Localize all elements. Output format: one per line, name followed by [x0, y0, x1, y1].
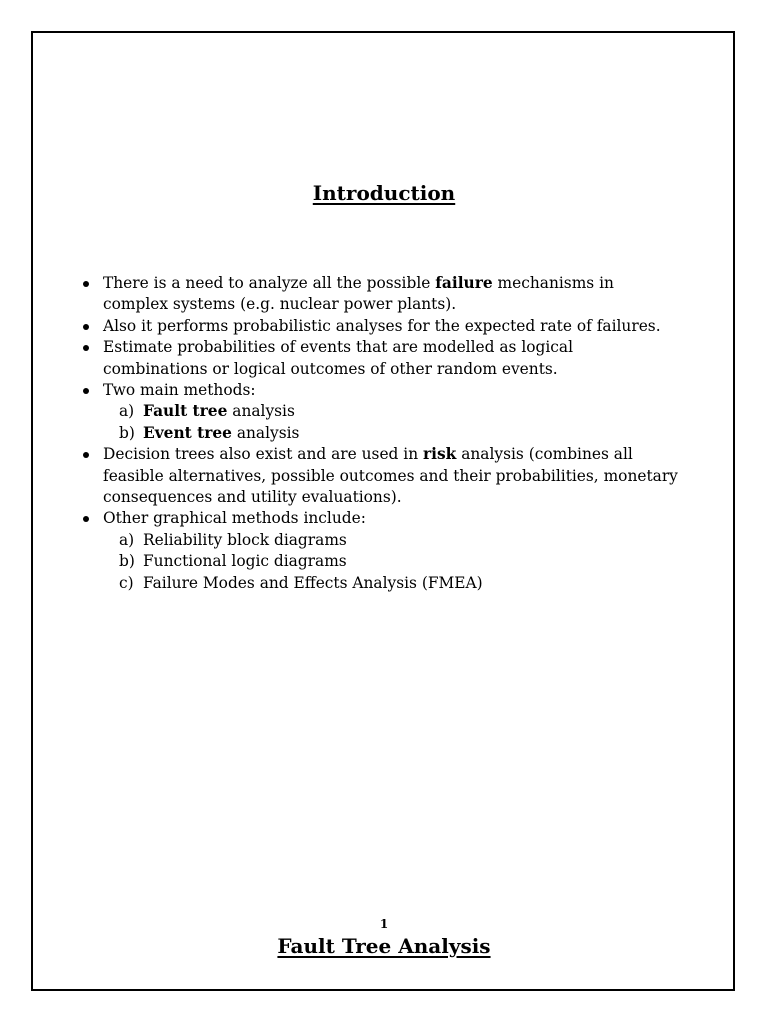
sub-list: [103, 530, 680, 594]
bullet-item: [80, 380, 680, 444]
sub-text: Reliability block diagrams: [143, 530, 347, 549]
bold-term: failure: [435, 274, 493, 292]
bullet-item: [80, 444, 680, 508]
bullet-item: [80, 508, 680, 594]
bullet-item: [80, 316, 680, 337]
sub-list: [103, 401, 680, 444]
bullet-text: analysis (combines all feasible alternatives, possible outcomes and their probabilities, monetary consequences and utility evaluations).: [103, 445, 678, 507]
bold-term: risk: [423, 445, 457, 464]
bullet-text: There is a need to analyze all the possible: [103, 274, 436, 292]
sub-item: [103, 401, 680, 422]
bullet-list: [80, 273, 680, 594]
sub-marker: c): [119, 573, 134, 592]
bullet-text: Other graphical methods include:: [103, 509, 366, 528]
sub-text: analysis: [227, 402, 295, 421]
sub-text: Failure Modes and Effects Analysis (FMEA): [143, 573, 483, 592]
bold-term: Fault tree: [143, 402, 228, 421]
bullet-text: Estimate probabilities of events that are modelled as logical combinations or logical outcomes of other random events.: [103, 338, 574, 378]
bullet-item: [80, 273, 680, 316]
bullet-text: Two main methods:: [103, 381, 256, 400]
bullet-text: Decision trees also exist and are used in: [103, 445, 424, 464]
sub-marker: a): [119, 402, 135, 421]
bullet-text: Also it performs probabilistic analyses for the expected rate of failures.: [103, 316, 661, 335]
sub-marker: b): [119, 552, 135, 571]
sub-item: [103, 573, 680, 594]
page-number: 1: [379, 917, 389, 931]
sub-text: analysis: [231, 423, 300, 442]
page-title: Introduction: [312, 181, 456, 205]
sub-item: [103, 530, 680, 551]
sub-marker: a): [119, 530, 135, 549]
bullet-item: [80, 337, 680, 380]
sub-text: Functional logic diagrams: [143, 552, 347, 571]
sub-marker: b): [119, 423, 135, 442]
next-section-heading: Fault Tree Analysis: [277, 934, 491, 958]
bullet-text: mechanisms in complex systems (e.g. nuclear power plants).: [103, 274, 614, 314]
sub-item: [103, 551, 680, 572]
bold-term: Event tree: [143, 423, 232, 442]
sub-item: [103, 423, 680, 444]
